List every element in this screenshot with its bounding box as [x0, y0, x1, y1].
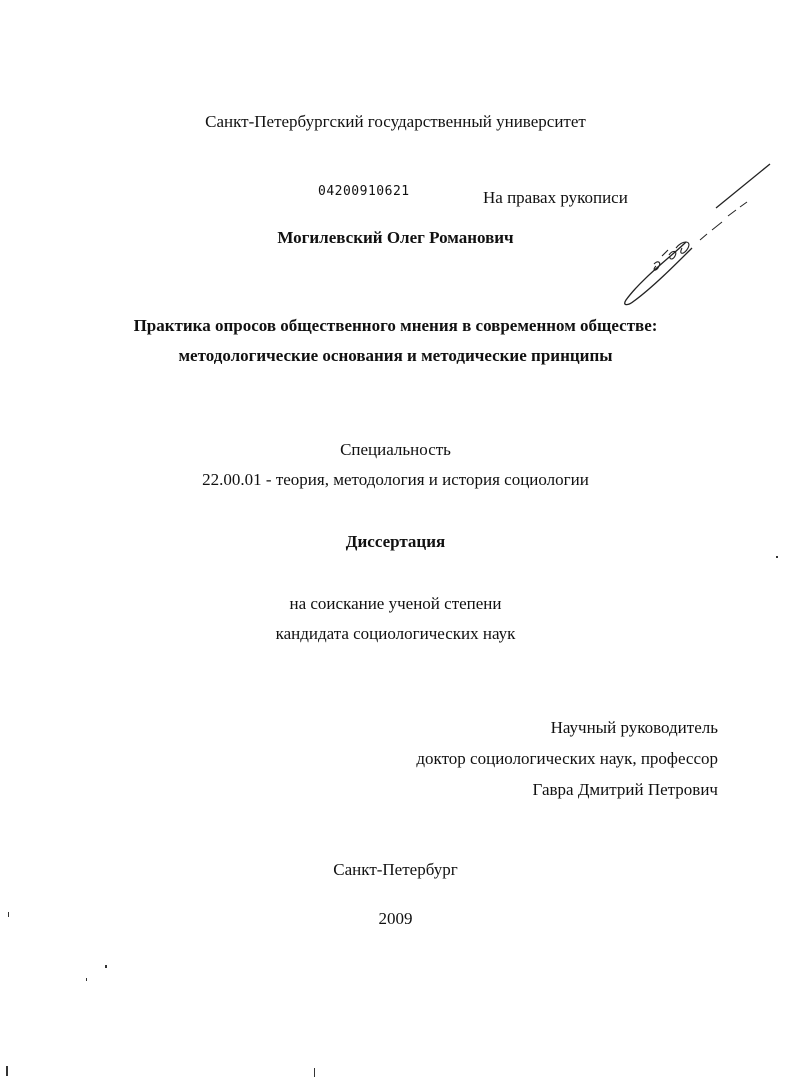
rights-note: На правах рукописи [483, 188, 628, 207]
author-name: Могилевский Олег Романович [277, 228, 514, 247]
supervisor-degree: доктор социологических наук, профессор [416, 749, 718, 768]
year: 2009 [378, 909, 413, 928]
handwritten-signature [612, 160, 782, 315]
scan-speck [776, 556, 778, 558]
scan-speck [86, 978, 87, 981]
specialty-code: 22.00.01 - теория, методология и история социологии [202, 470, 589, 489]
dissertation-title-line2: методологические основания и методические принципы [178, 346, 613, 365]
supervisor-name: Гавра Дмитрий Петрович [532, 780, 718, 799]
degree-purpose-line2: кандидата социологических наук [275, 624, 516, 643]
work-type-label: Диссертация [345, 532, 446, 551]
supervisor-label: Научный руководитель [550, 718, 718, 737]
catalog-number: 04200910621 [318, 184, 410, 199]
university-name: Санкт-Петербургский государственный университет [205, 112, 586, 131]
scan-speck [105, 965, 107, 968]
scan-speck [8, 912, 9, 917]
dissertation-title-line1: Практика опросов общественного мнения в современном обществе: [133, 316, 658, 335]
city: Санкт-Петербург [333, 860, 458, 879]
scan-speck [6, 1066, 8, 1076]
specialty-label: Специальность [340, 440, 451, 459]
scan-speck [314, 1068, 315, 1077]
degree-purpose-line1: на соискание ученой степени [289, 594, 502, 613]
